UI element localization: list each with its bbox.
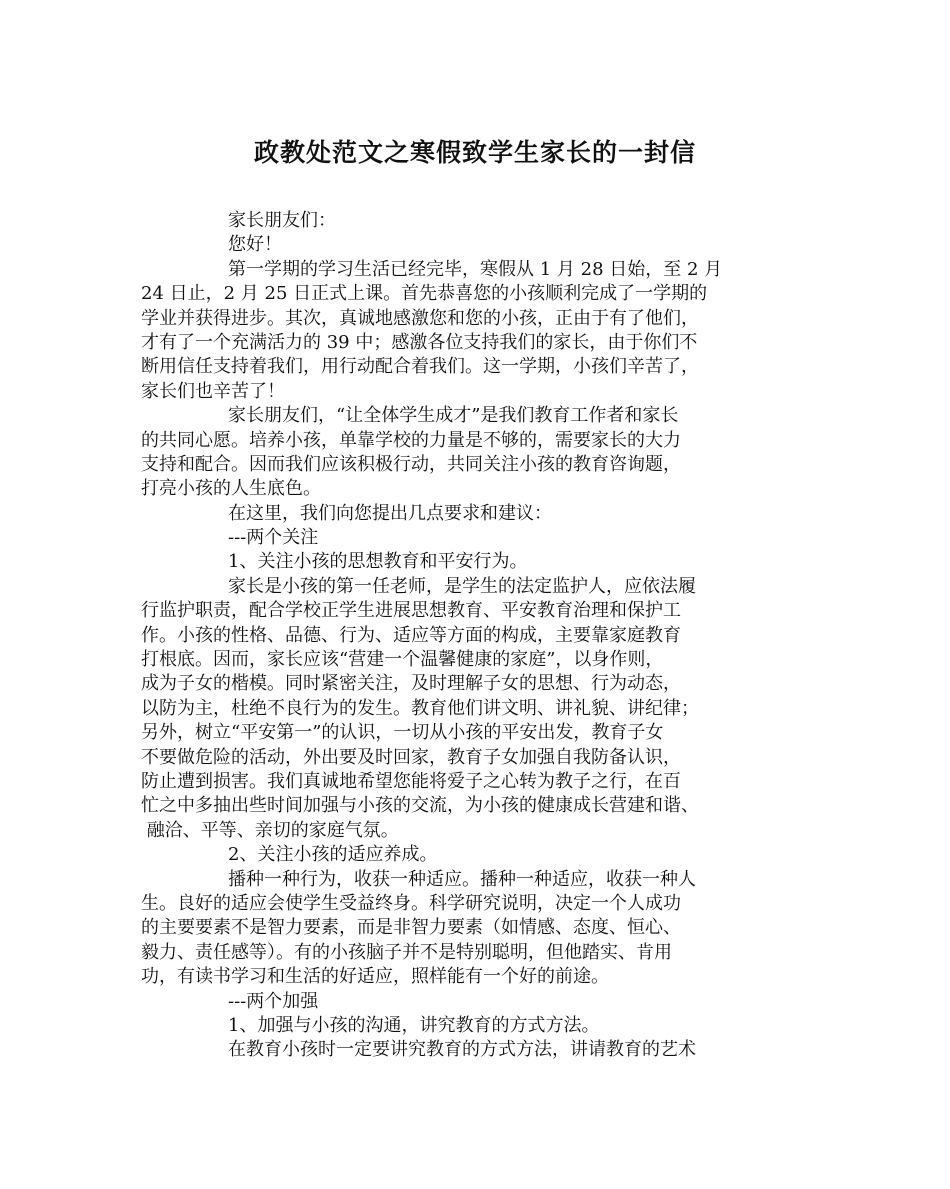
text-line: ---两个加强 (228, 990, 319, 1012)
text-line: 家长朋友们： (228, 210, 336, 231)
text-line: 家长是小孩的第一任老师，是学生的法定监护人，应依法履 (228, 575, 696, 597)
text-line: 生。良好的适应会使学生受益终身。科学研究说明，决定一个人成功 (141, 892, 681, 914)
text-line: 断用信任支持着我们，用行动配合着我们。这一学期，小孩们辛苦了， (141, 356, 699, 378)
text-line: 功，有读书学习和生活的好适应，照样能有一个好的前途。 (141, 966, 609, 988)
document-title: 政教处范文之寒假致学生家长的一封信 (253, 138, 696, 167)
text-line: 作。小孩的性格、品德、行为、适应等方面的构成，主要靠家庭教育 (141, 624, 681, 646)
text-line: 24 日止，2 月 25 日正式上课。首先恭喜您的小孩顺利完成了一学期的 (141, 283, 708, 305)
text-line: 播种一种行为，收获一种适应。播种一种适应，收获一种人 (228, 868, 696, 890)
text-line: 的共同心愿。培养小孩，单靠学校的力量是不够的，需要家长的大力 (141, 429, 681, 451)
text-line: 防止遭到损害。我们真诚地希望您能将爱子之心转为教子之行，在百 (141, 770, 681, 792)
text-line: 成为子女的楷模。同时紧密关注，及时理解子女的思想、行为动态， (141, 673, 681, 695)
text-line: 支持和配合。因而我们应该积极行动，共同关注小孩的教育咨询题， (141, 453, 681, 475)
text-line: 忙之中多抽出些时间加强与小孩的交流，为小孩的健康成长营建和谐、 (141, 795, 699, 817)
text-line: ---两个关注 (228, 527, 319, 549)
text-line: 才有了一个充满活力的 39 中；感激各位支持我们的家长，由于你们不 (141, 331, 698, 353)
text-line: 家长朋友们，“让全体学生成才”是我们教育工作者和家长 (228, 405, 679, 427)
text-line: 1、关注小孩的思想教育和平安行为。 (228, 551, 528, 573)
text-line: 的主要要素不是智力要素，而是非智力要素（如情感、态度、恒心、 (141, 917, 681, 939)
text-line: 您好！ (228, 234, 282, 256)
text-line: 毅力、责任感等）。有的小孩脑子并不是特别聪明，但他踏实、肯用 (141, 941, 672, 963)
text-line: 行监护职责，配合学校正学生进展思想教育、平安教育治理和保护工 (141, 600, 681, 622)
text-line: 不要做危险的活动，外出要及时回家，教育子女加强自我防备认识， (141, 746, 681, 768)
text-line: 打亮小孩的人生底色。 (141, 478, 321, 500)
text-line: 打根底。因而，家长应该“营建一个温馨健康的家庭”，以身作则， (141, 649, 664, 671)
text-line: 以防为主，杜绝不良行为的发生。教育他们讲文明、讲礼貌、讲纪律； (141, 697, 699, 719)
document-body (141, 209, 831, 1063)
text-line: 另外，树立“平安第一”的认识，一切从小孩的平安出发，教育子女 (141, 722, 664, 744)
text-line: 1、加强与小孩的沟通，讲究教育的方式方法。 (228, 1014, 600, 1036)
text-line: 融洽、平等、亲切的家庭气氛。 (141, 819, 399, 841)
text-line: 在这里，我们向您提出几点要求和建议： (228, 502, 552, 524)
text-line: 学业并获得进步。其次，真诚地感激您和您的小孩，正由于有了他们， (141, 307, 699, 329)
text-line: 第一学期的学习生活已经完毕，寒假从 1 月 28 日始，至 2 月 (228, 258, 723, 280)
text-line: 2、关注小孩的适应养成。 (228, 844, 438, 866)
text-line: 在教育小孩时一定要讲究教育的方式方法，讲请教育的艺术 (228, 1039, 696, 1061)
text-line: 家长们也辛苦了！ (141, 380, 285, 402)
